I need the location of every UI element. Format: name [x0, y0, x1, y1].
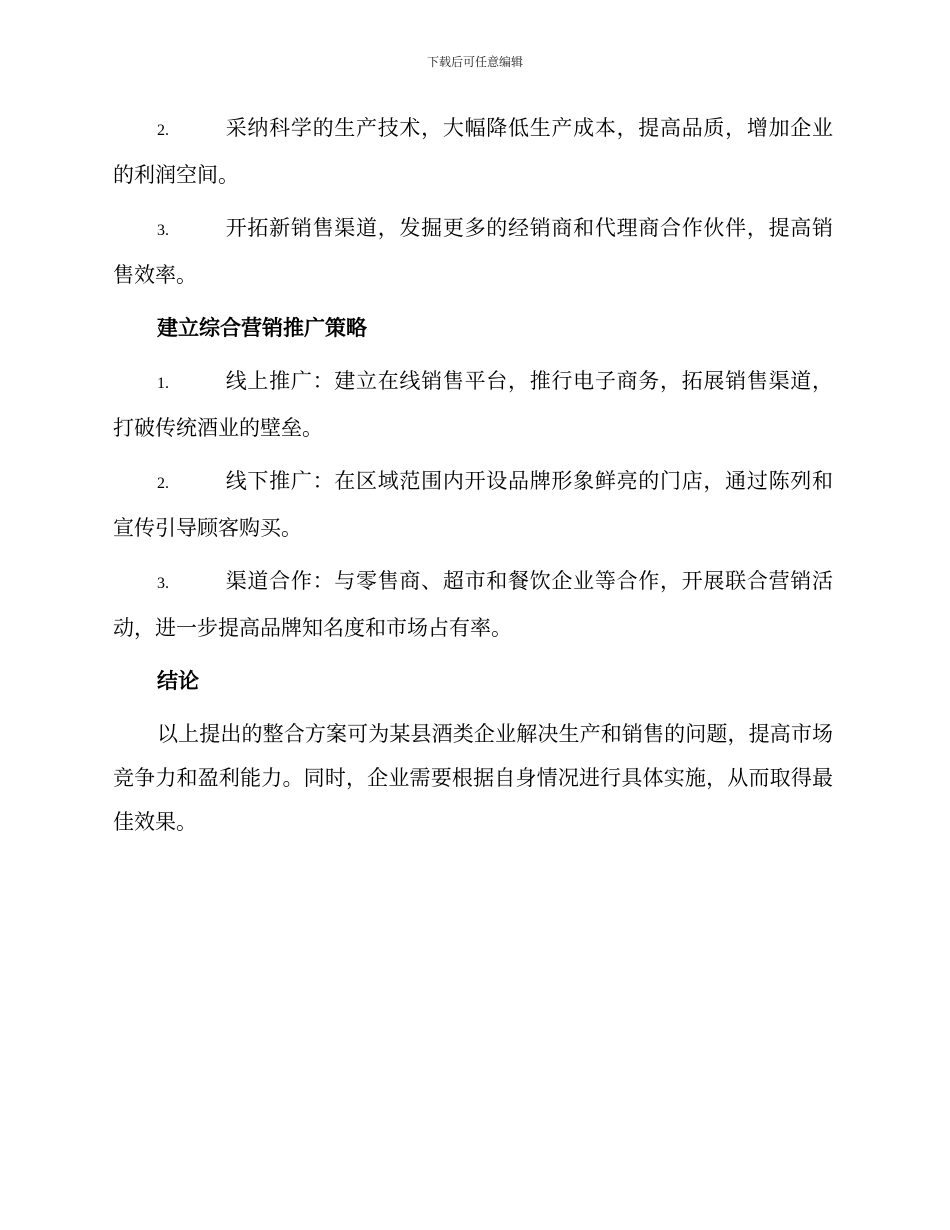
document-body — [113, 106, 833, 844]
list-item — [113, 106, 833, 197]
section-heading: 建立综合营销推广策略 — [157, 316, 367, 340]
list-item-text: 采纳科学的生产技术，大幅降低生产成本，提高品质，增加企业的利润空间。 — [113, 116, 833, 187]
list-item-text: 线下推广：在区域范围内开设品牌形象鲜亮的门店，通过陈列和宣传引导顾客购买。 — [113, 469, 833, 540]
conclusion-heading: 结论 — [157, 669, 199, 693]
list-item-text: 开拓新销售渠道，发掘更多的经销商和代理商合作伙伴，提高销售效率。 — [113, 216, 833, 287]
list-item-number: 3. — [157, 222, 169, 239]
list-item — [113, 359, 833, 450]
conclusion-paragraph: 以上提出的整合方案可为某县酒类企业解决生产和销售的问题，提高市场竞争力和盈利能力。同时，企业需要根据自身情况进行具体实施，从而取得最佳效果。 — [113, 722, 833, 834]
list-item — [113, 559, 833, 650]
list-item-number: 1. — [157, 375, 169, 392]
list-item — [113, 459, 833, 550]
list-item-text: 渠道合作：与零售商、超市和餐饮企业等合作，开展联合营销活动，进一步提高品牌知名度和市场占有率。 — [113, 569, 833, 640]
list-item-number: 3. — [157, 575, 169, 592]
list-item — [113, 206, 833, 297]
page-header: 下载后可任意编辑 — [426, 55, 523, 69]
list-item-number: 2. — [157, 475, 169, 492]
list-item-number: 2. — [157, 122, 169, 139]
list-item-text: 线上推广：建立在线销售平台，推行电子商务，拓展销售渠道，打破传统酒业的壁垒。 — [113, 369, 833, 440]
